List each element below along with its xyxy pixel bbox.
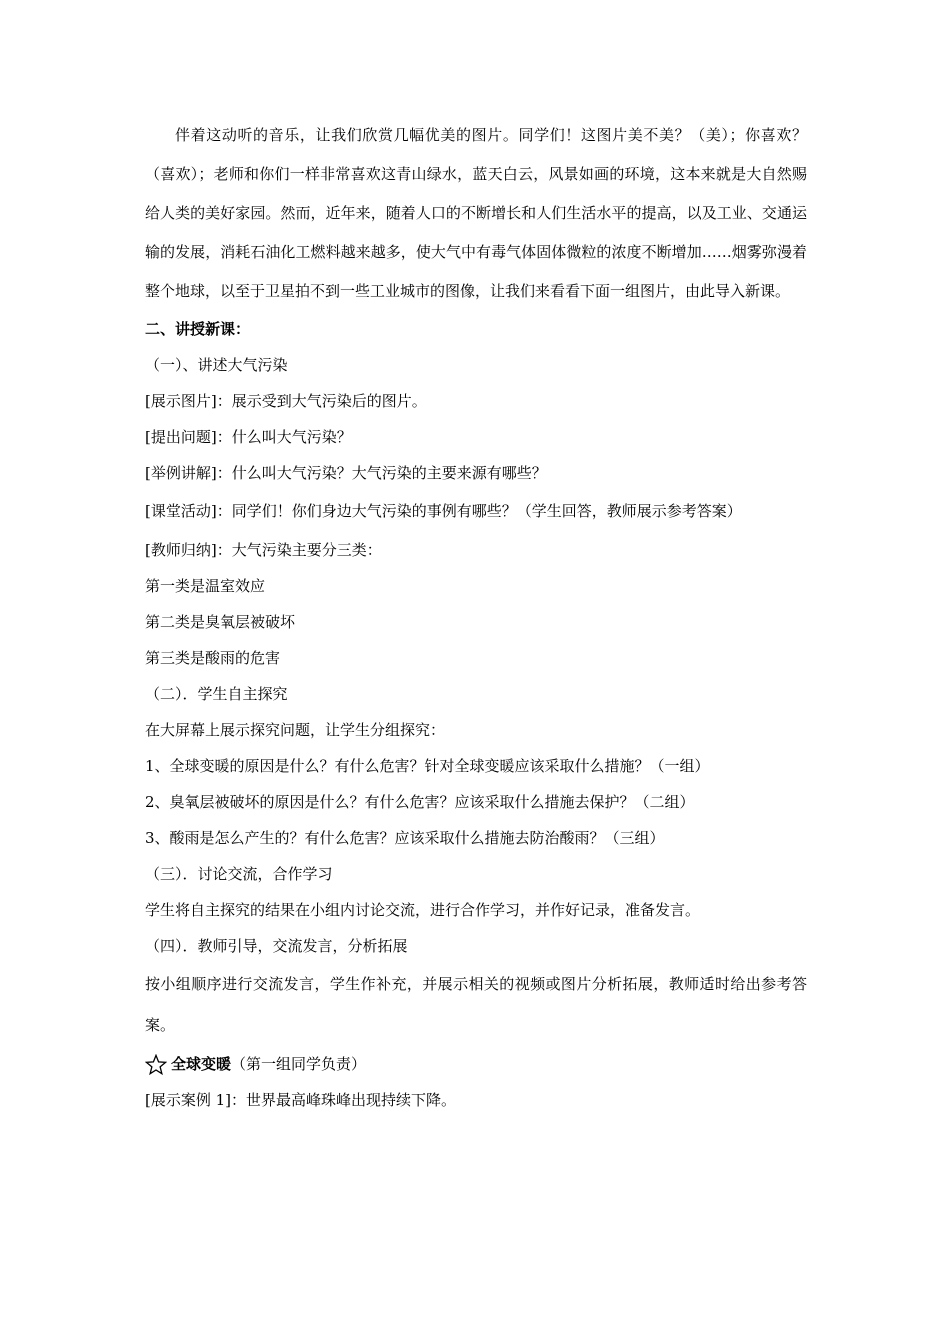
- show-pictures-line: [展示图片]：展示受到大气污染后的图片。: [145, 392, 427, 410]
- part2-title: （二）．学生自主探究: [145, 685, 288, 703]
- case1-line: [展示案例 1]：世界最高峰珠峰出现持续下降。: [145, 1091, 457, 1109]
- part2-intro: 在大屏幕上展示探究问题，让学生分组探究：: [145, 721, 446, 739]
- type1-line: 第一类是温室效应: [145, 577, 266, 595]
- part3-text: 学生将自主探究的结果在小组内讨论交流，进行合作学习，并作好记录，准备发言。: [145, 901, 701, 919]
- question-3: 3、酸雨是怎么产生的？有什么危害？应该采取什么措施去防治酸雨？（三组）: [145, 829, 665, 847]
- type3-line: 第三类是酸雨的危害: [145, 649, 281, 667]
- part4-text: 按小组顺序进行交流发言，学生作补充，并展示相关的视频或图片分析拓展，教师适时给出参考答案。: [145, 975, 807, 1034]
- part4-title: （四）．教师引导，交流发言，分析拓展: [145, 937, 408, 955]
- warming-heading: [145, 1046, 807, 1082]
- part3-title: （三）．讨论交流，合作学习: [145, 865, 333, 883]
- document-page: [145, 116, 807, 1118]
- part1-title: （一）、讲述大气污染: [145, 356, 288, 374]
- intro-paragraph: 伴着这动听的音乐，让我们欣赏几幅优美的图片。同学们！这图片美不美？（美）；你喜欢？（喜欢）；老师和你们一样非常喜欢这青山绿水，蓝天白云，风景如画的环境，这本来就是大自然赐给人类的美好家园。然而，近年来，随着人口的不断增长和人们生活水平的提高，以及工业、交通运输的发展，消耗石油化工燃料越来越多，使大气中有毒气体固体微粒的浓度不断增加……烟雾弥漫着整个地球，以至于卫星拍不到一些工业城市的图像，让我们来看看下面一组图片，由此导入新课。: [145, 126, 807, 300]
- star-outline-icon: [145, 1053, 167, 1075]
- warming-title: 全球变暖: [171, 1055, 232, 1073]
- summary-line: [教师归纳]：大气污染主要分三类：: [145, 541, 382, 559]
- question-1: 1、全球变暖的原因是什么？有什么危害？针对全球变暖应该采取什么措施？（一组）: [145, 757, 710, 775]
- section-title-teach: 二、讲授新课：: [145, 320, 251, 338]
- question-line: [提出问题]：什么叫大气污染？: [145, 428, 352, 446]
- activity-line: [课堂活动]：同学们！你们身边大气污染的事例有哪些？（学生回答，教师展示参考答案）: [145, 502, 742, 520]
- example-line: [举例讲解]：什么叫大气污染？大气污染的主要来源有哪些？: [145, 464, 547, 482]
- question-2: 2、臭氧层被破坏的原因是什么？有什么危害？应该采取什么措施去保护？（二组）: [145, 793, 695, 811]
- warming-note: （第一组同学负责）: [231, 1055, 367, 1073]
- type2-line: 第二类是臭氧层被破坏: [145, 613, 296, 631]
